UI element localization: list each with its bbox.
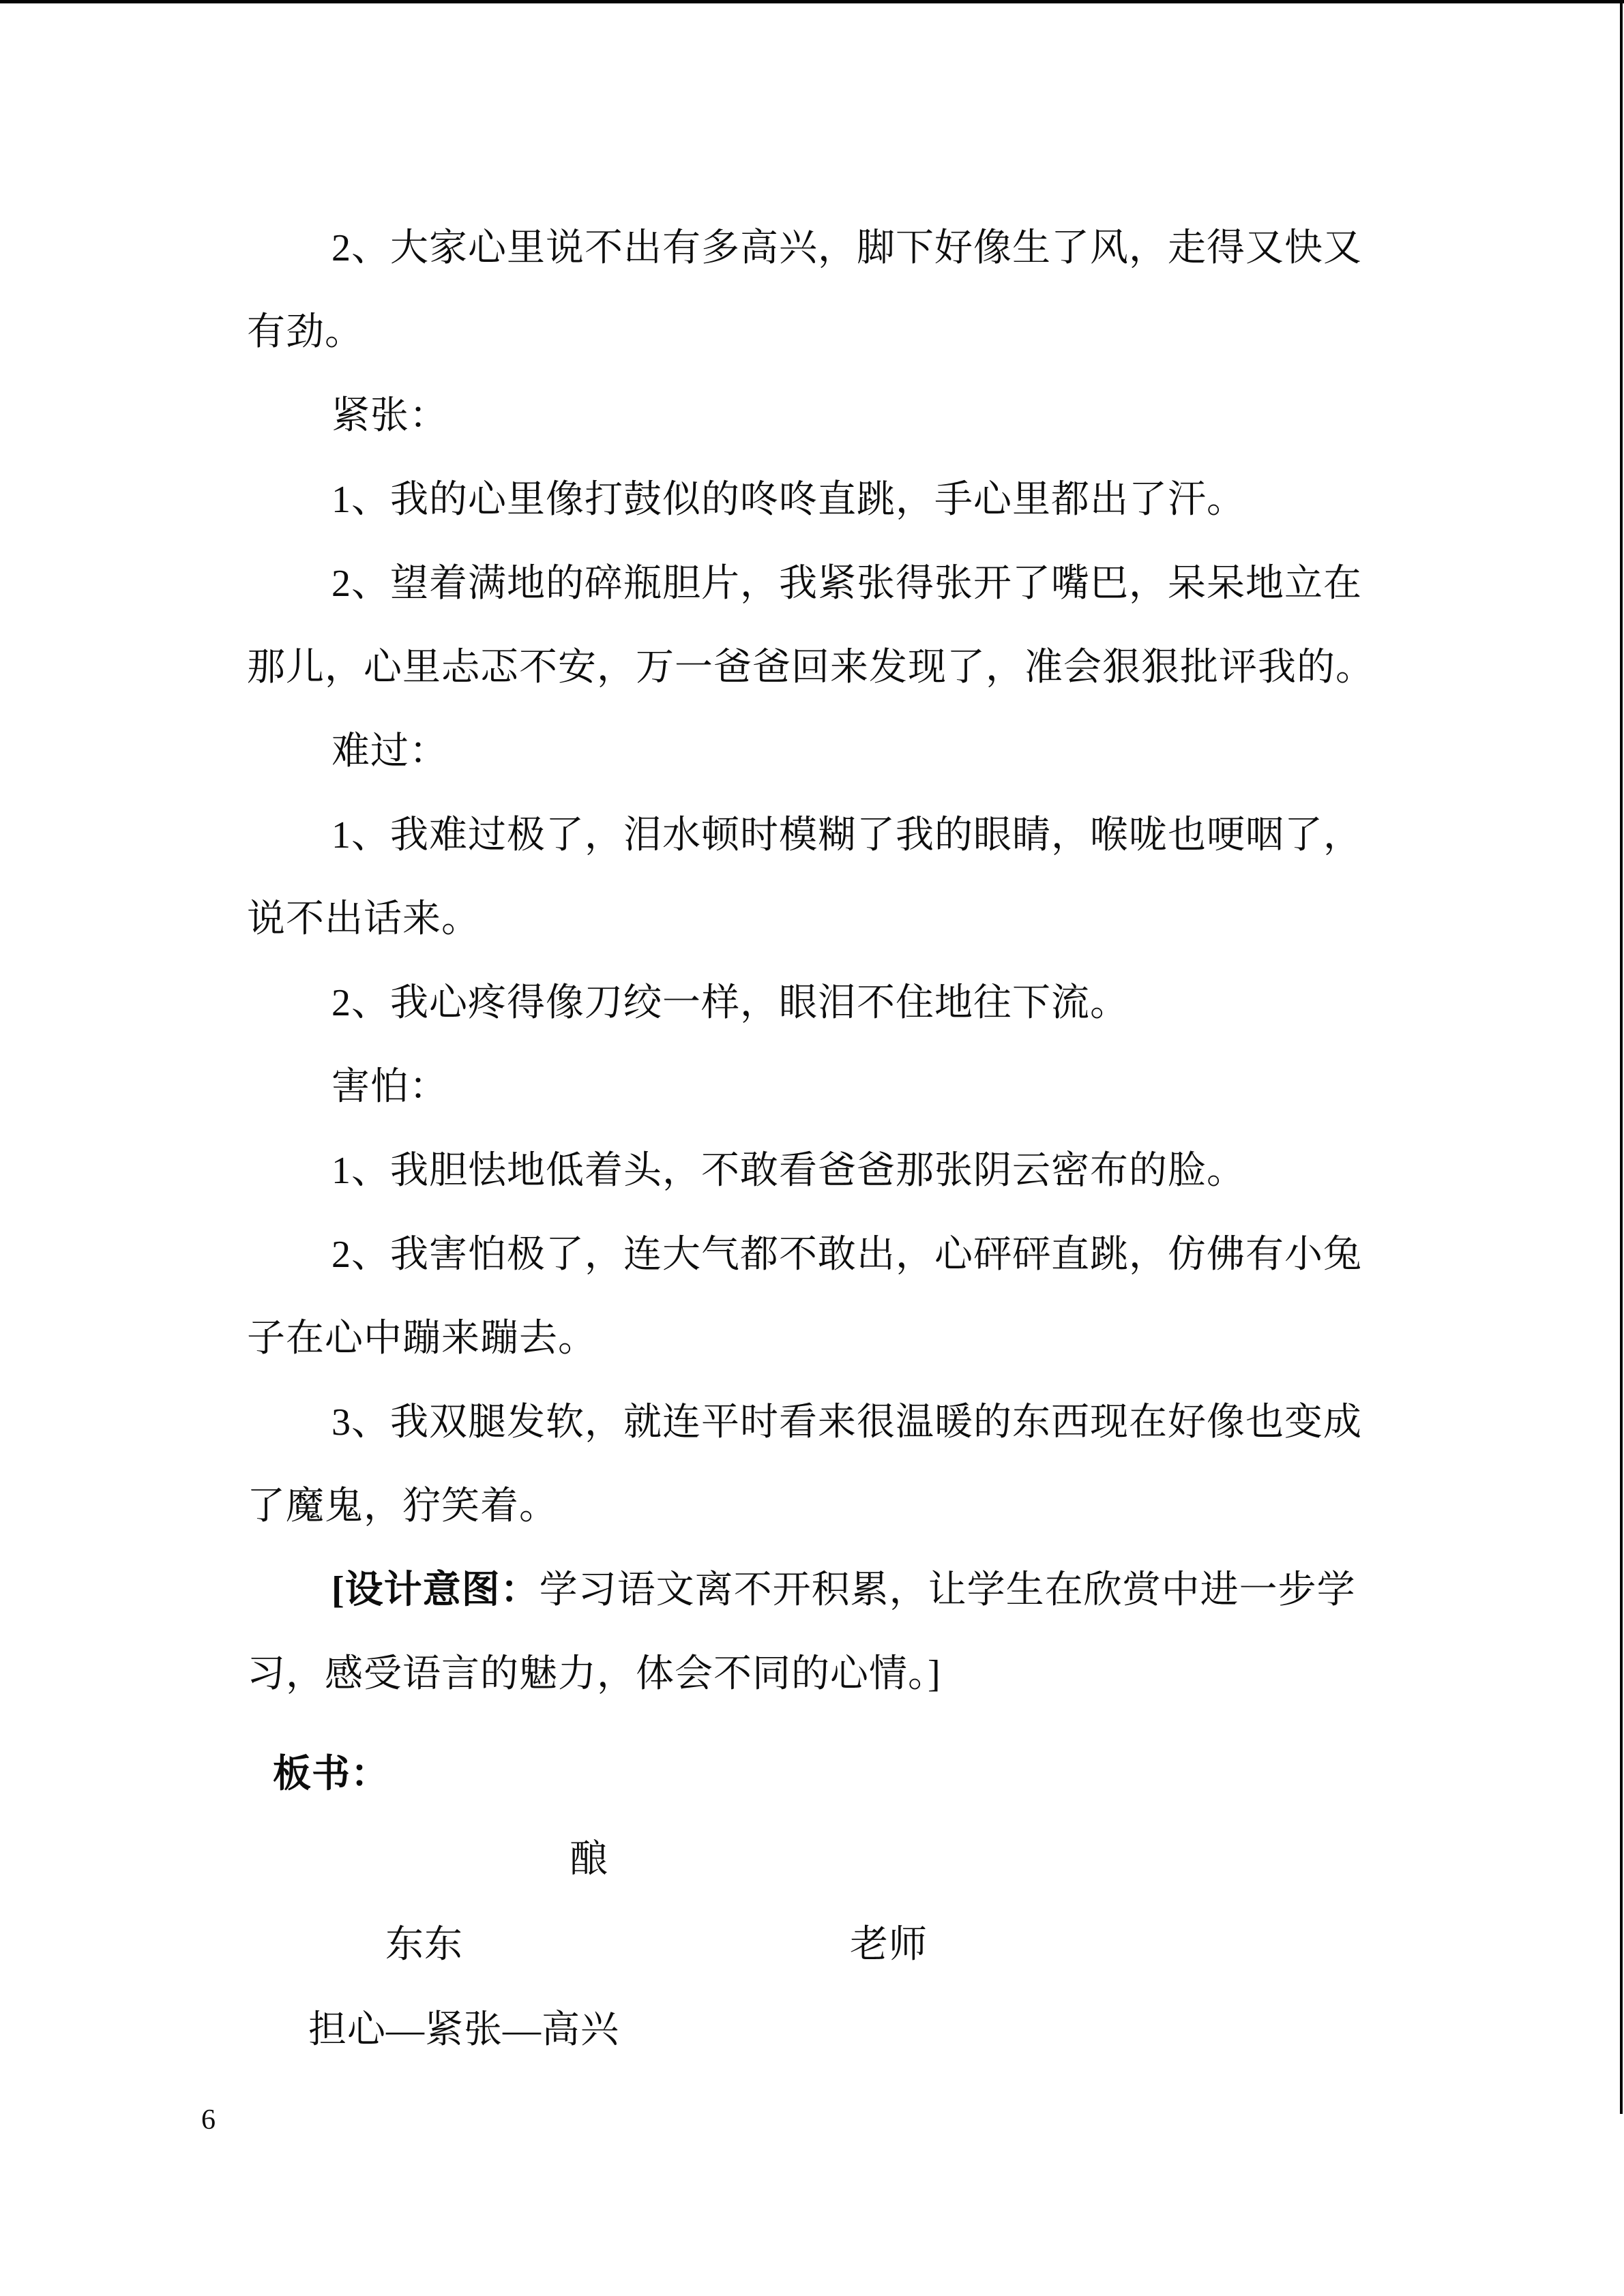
body-line: 1、我胆怯地低着头，不敢看爸爸那张阴云密布的脸。 <box>331 1150 1245 1192</box>
body-line: 1、我难过极了，泪水顿时模糊了我的眼睛，喉咙也哽咽了， <box>331 814 1362 856</box>
body-line: 1、我的心里像打鼓似的咚咚直跳，手心里都出了汗。 <box>331 479 1245 521</box>
board-emotion-flow: 担心—紧张—高兴 <box>308 2009 619 2051</box>
section-label-nervous: 紧张： <box>331 395 448 437</box>
body-line: 了魔鬼，狞笑着。 <box>247 1485 558 1527</box>
body-line: 说不出话来。 <box>247 898 480 940</box>
body-line: 2、望着满地的碎瓶胆片，我紧张得张开了嘴巴，呆呆地立在 <box>331 563 1362 605</box>
body-line: 子在心中蹦来蹦去。 <box>247 1317 597 1360</box>
scan-edge-right <box>1620 0 1623 2114</box>
design-intent-line <box>331 1568 1356 1612</box>
section-label-afraid: 害怕： <box>331 1066 448 1108</box>
board-label: 板书： <box>273 1753 389 1795</box>
board-center-word: 酿 <box>570 1838 608 1881</box>
section-label-sad: 难过： <box>331 730 448 773</box>
body-line: 2、大家心里说不出有多高兴，脚下好像生了风，走得又快又 <box>331 227 1362 269</box>
design-intent-text: 学习语文离不开积累，让学生在欣赏中进一步学 <box>539 1569 1356 1611</box>
body-line: 3、我双腿发软，就连平时看来很温暖的东西现在好像也变成 <box>331 1401 1362 1444</box>
design-intent-label: [设计意图： <box>331 1569 540 1611</box>
body-line: 2、我心疼得像刀绞一样，眼泪不住地往下流。 <box>331 982 1129 1024</box>
scan-edge-top <box>0 0 1624 3</box>
page-number: 6 <box>201 2104 216 2136</box>
design-intent-line-continued: 习，感受语言的魅力，体会不同的心情。] <box>247 1653 941 1695</box>
body-line: 那儿，心里忐忑不安，万一爸爸回来发现了，准会狠狠批评我的。 <box>247 646 1374 689</box>
board-right-name: 老师 <box>850 1924 928 1966</box>
body-line: 有劲。 <box>247 311 364 353</box>
board-left-name: 东东 <box>385 1924 463 1966</box>
body-line: 2、我害怕极了，连大气都不敢出，心砰砰直跳，仿佛有小兔 <box>331 1234 1362 1276</box>
